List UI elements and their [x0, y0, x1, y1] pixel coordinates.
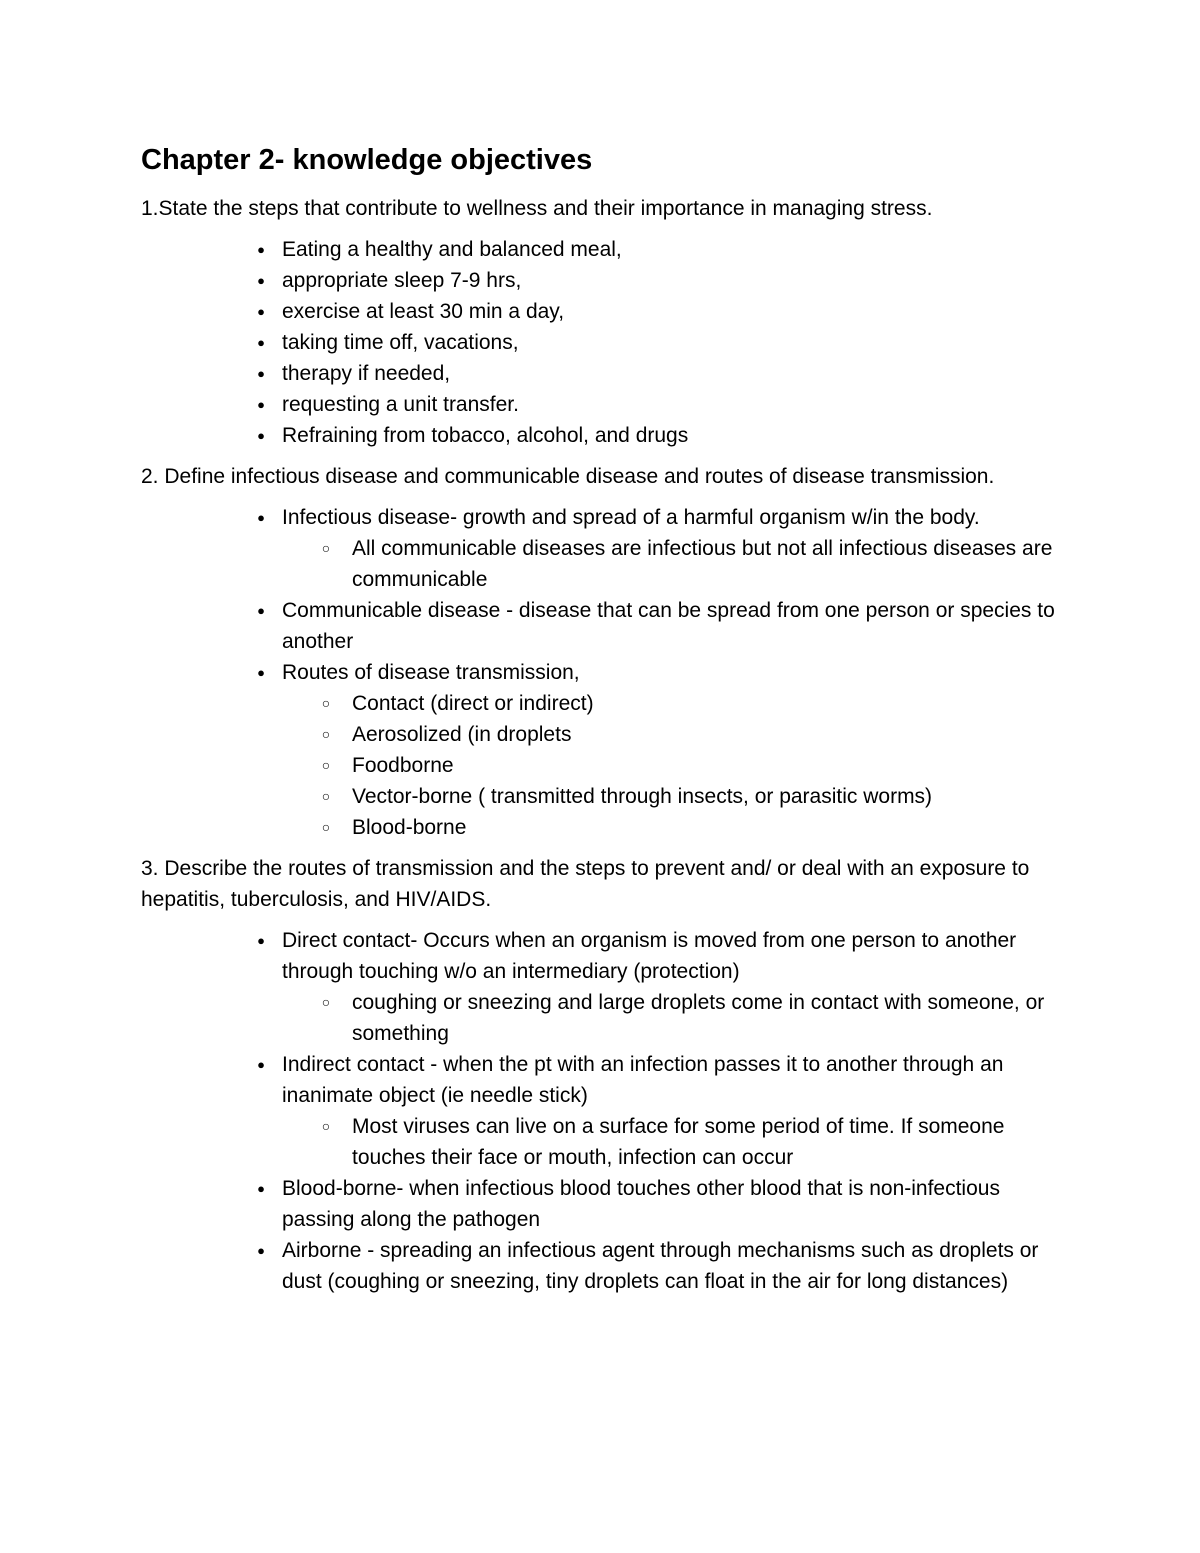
hollow-bullet-icon: ○: [321, 1118, 331, 1134]
list-item: ● taking time off, vacations,: [282, 327, 1071, 358]
hollow-bullet-icon: ○: [321, 994, 331, 1010]
sub-list: [282, 688, 1071, 843]
bullet-icon: ●: [257, 273, 265, 288]
sub-list-item: ○ Vector-borne ( transmitted through insects, or parasitic worms): [352, 781, 1071, 812]
sub-list-item: ○ All communicable diseases are infectious but not all infectious diseases are communicable: [352, 533, 1071, 595]
list-item: ● appropriate sleep 7-9 hrs,: [282, 265, 1071, 296]
list-item: ● Refraining from tobacco, alcohol, and drugs: [282, 420, 1071, 451]
list-item: ● Infectious disease- growth and spread of a harmful organism w/in the body. ○ All communicable diseases are infectious but not all infectious diseases are communicable: [282, 502, 1071, 595]
list-item: ● Direct contact- Occurs when an organism is moved from one person to another through touching w/o an intermediary (protection) ○ coughing or sneezing and large droplets come in contact with someone, or something: [282, 925, 1071, 1049]
bullet-list: [141, 925, 1071, 1297]
section-3: [141, 853, 1071, 1297]
bullet-icon: ●: [257, 603, 265, 618]
bullet-icon: ●: [257, 665, 265, 680]
bullet-icon: ●: [257, 304, 265, 319]
bullet-list: [141, 234, 1071, 451]
section-2: [141, 461, 1071, 843]
section-1: [141, 193, 1071, 451]
list-item: ● Blood-borne- when infectious blood touches other blood that is non-infectious passing along the pathogen: [282, 1173, 1071, 1235]
hollow-bullet-icon: ○: [321, 695, 331, 711]
sub-list-item: ○ Foodborne: [352, 750, 1071, 781]
bullet-icon: ●: [257, 428, 265, 443]
list-item: ● Eating a healthy and balanced meal,: [282, 234, 1071, 265]
bullet-icon: ●: [257, 1243, 265, 1258]
hollow-bullet-icon: ○: [321, 788, 331, 804]
sub-list-item: ○ Most viruses can live on a surface for some period of time. If someone touches their face or mouth, infection can occur: [352, 1111, 1071, 1173]
bullet-icon: ●: [257, 1181, 265, 1196]
sub-list: [282, 533, 1071, 595]
bullet-icon: ●: [257, 510, 265, 525]
list-item: ● exercise at least 30 min a day,: [282, 296, 1071, 327]
sub-list-item: ○ Contact (direct or indirect): [352, 688, 1071, 719]
sub-list: [282, 987, 1071, 1049]
list-item: ● Communicable disease - disease that can be spread from one person or species to another: [282, 595, 1071, 657]
hollow-bullet-icon: ○: [321, 819, 331, 835]
list-item: ● Airborne - spreading an infectious agent through mechanisms such as droplets or dust (coughing or sneezing, tiny droplets can float in the air for long distances): [282, 1235, 1071, 1297]
bullet-icon: ●: [257, 366, 265, 381]
list-item: ● therapy if needed,: [282, 358, 1071, 389]
bullet-icon: ●: [257, 397, 265, 412]
bullet-icon: ●: [257, 1057, 265, 1072]
sub-list: [282, 1111, 1071, 1173]
sub-list-item: ○ Blood-borne: [352, 812, 1071, 843]
list-item: ● Routes of disease transmission, ○ Contact (direct or indirect) ○ Aerosolized (in droplets ○ Foodborne ○ Vector-borne ( transmitted through insects, or parasitic worms) ○ Blood-borne: [282, 657, 1071, 843]
question-2: 2. Define infectious disease and communicable disease and routes of disease transmission.: [141, 465, 995, 488]
hollow-bullet-icon: ○: [321, 540, 331, 556]
bullet-icon: ●: [257, 335, 265, 350]
sub-list-item: ○ coughing or sneezing and large droplets come in contact with someone, or something: [352, 987, 1071, 1049]
bullet-icon: ●: [257, 933, 265, 948]
document-page: [141, 140, 1071, 1307]
question-1: 1.State the steps that contribute to wellness and their importance in managing stress.: [141, 197, 933, 220]
sub-list-item: ○ Aerosolized (in droplets: [352, 719, 1071, 750]
hollow-bullet-icon: ○: [321, 726, 331, 742]
list-item: ● requesting a unit transfer.: [282, 389, 1071, 420]
bullet-icon: ●: [257, 242, 265, 257]
list-item: ● Indirect contact - when the pt with an infection passes it to another through an inanimate object (ie needle stick) ○ Most viruses can live on a surface for some period of time. If someone touches their face or mouth, infection can occur: [282, 1049, 1071, 1173]
page-title: Chapter 2- knowledge objectives: [141, 144, 593, 176]
bullet-list: [141, 502, 1071, 843]
question-3: 3. Describe the routes of transmission and the steps to prevent and/ or deal with an exposure to hepatitis, tuberculosis, and HIV/AIDS.: [141, 857, 1030, 911]
hollow-bullet-icon: ○: [321, 757, 331, 773]
